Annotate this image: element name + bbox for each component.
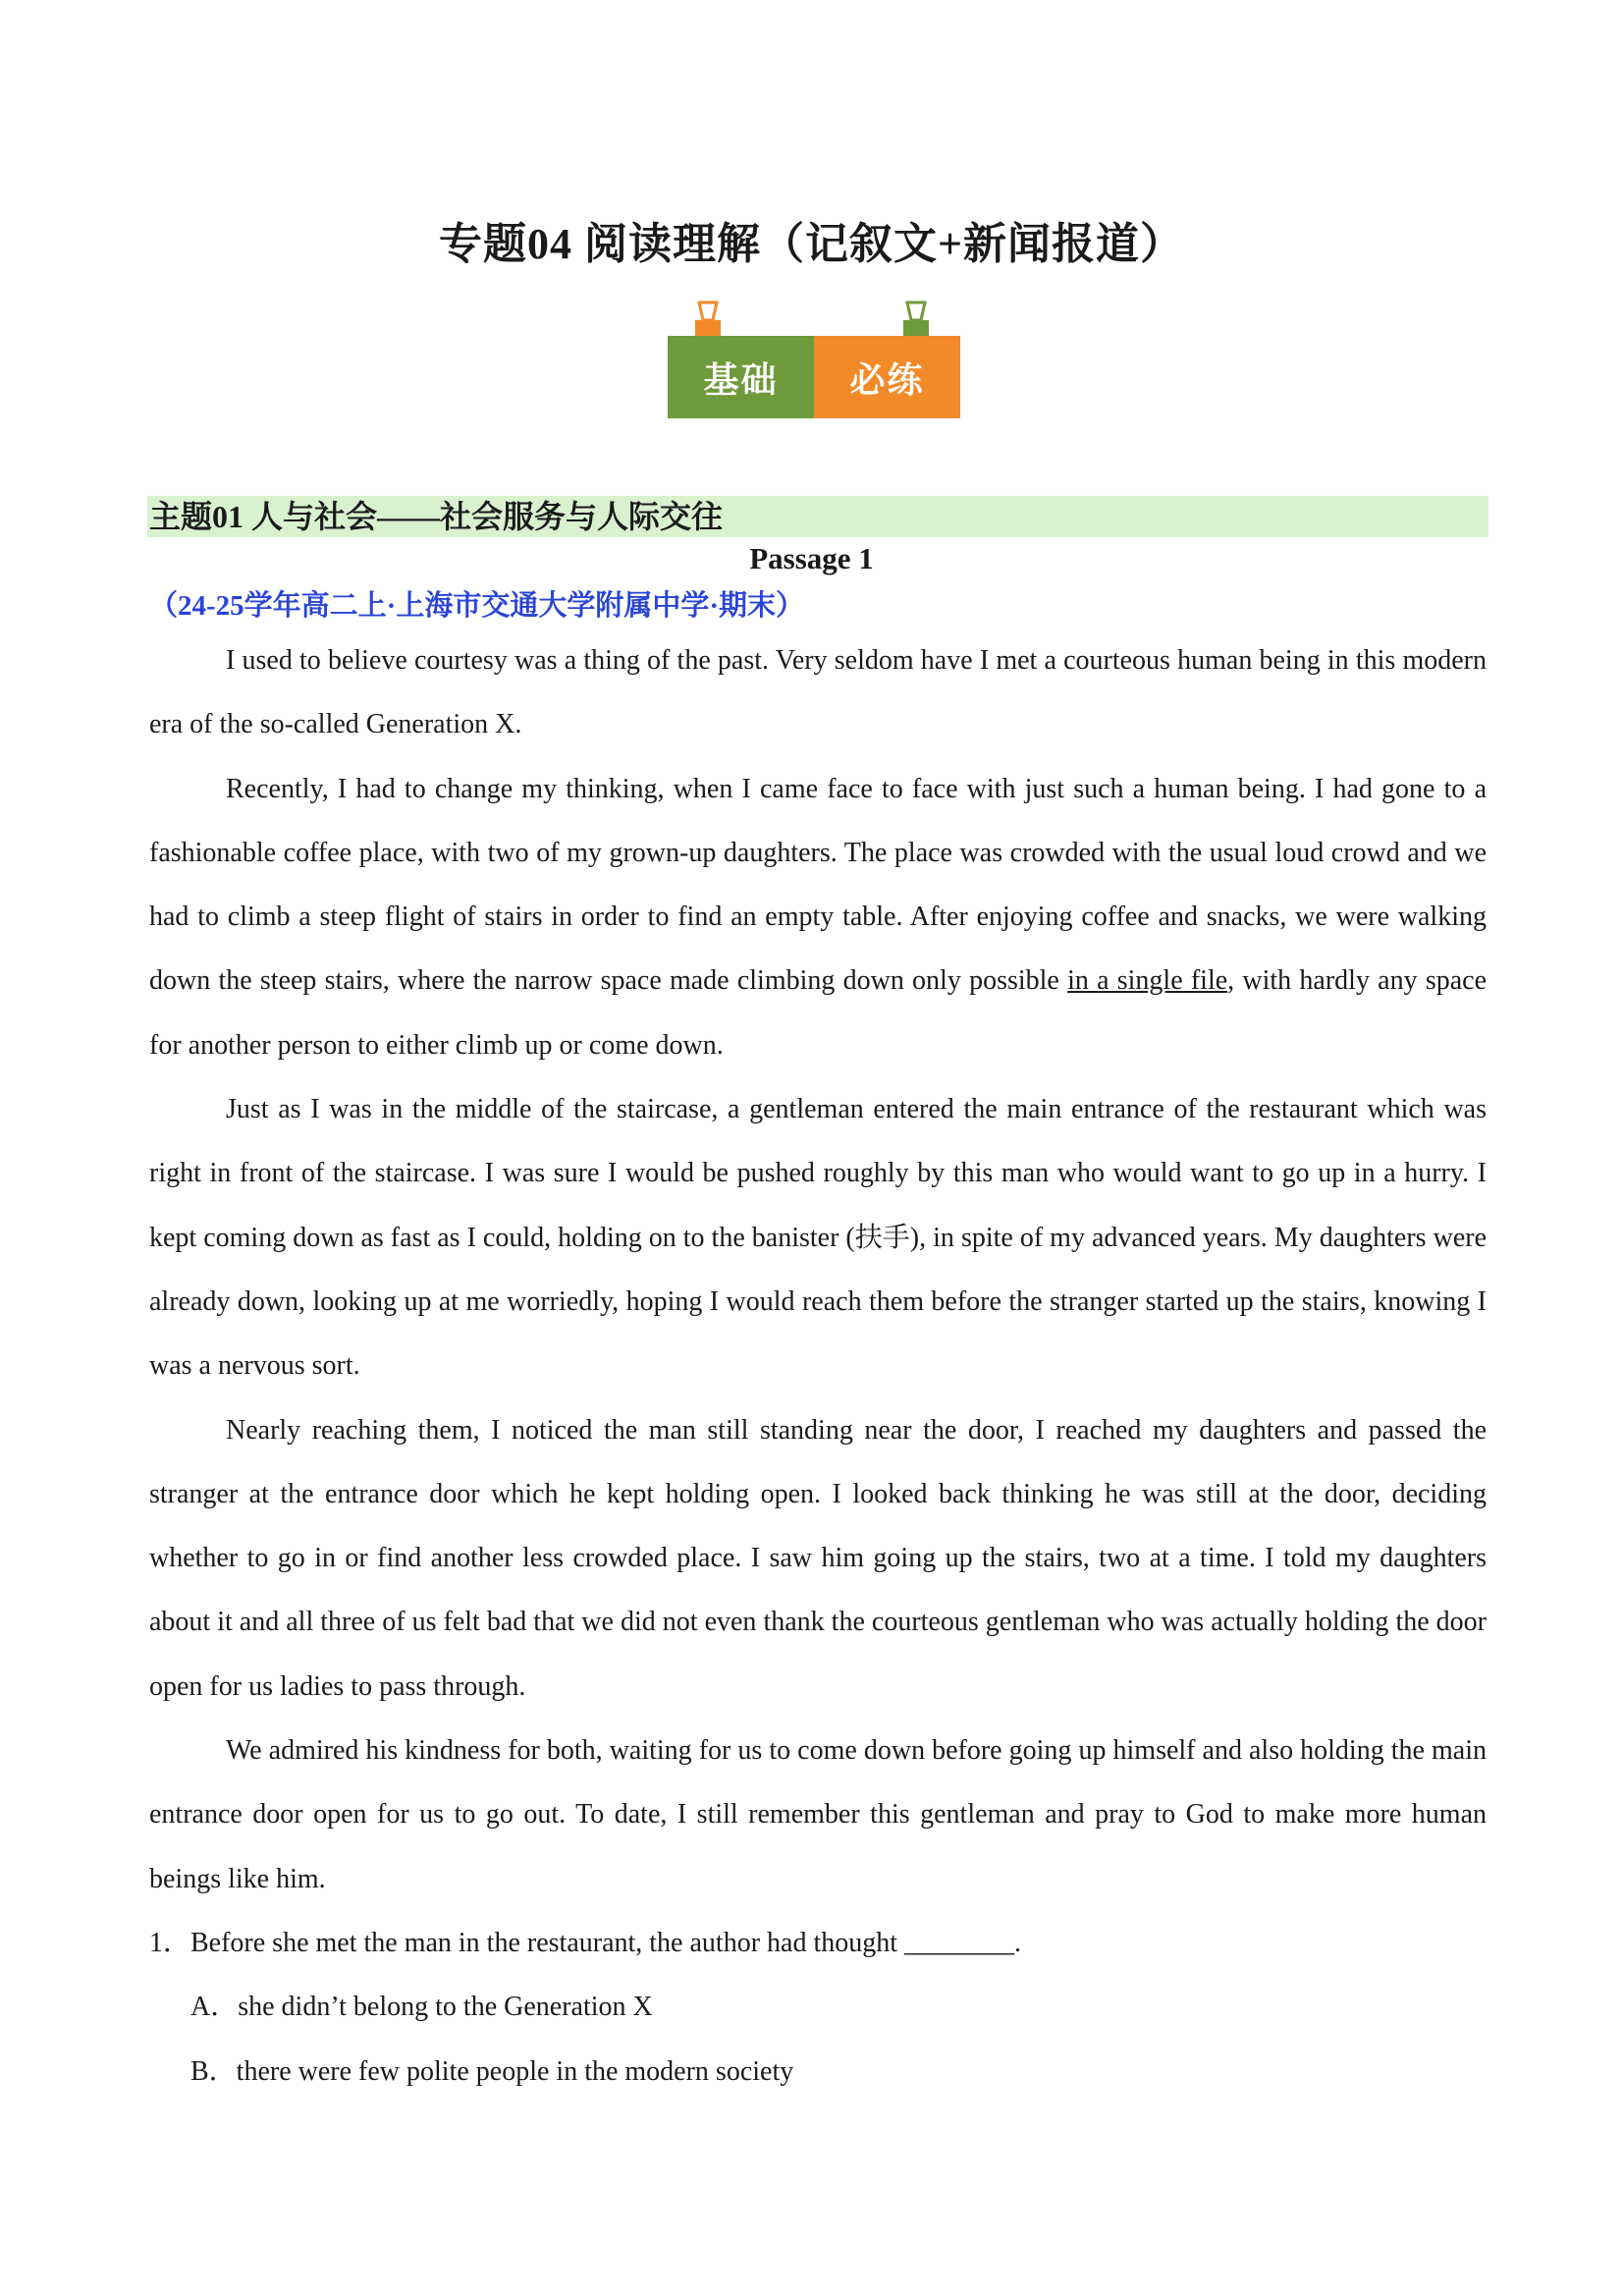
section-title: 主题01 人与社会——社会服务与人际交往: [149, 499, 724, 534]
paragraph-2-text-a: Recently, I had to change my thinking, when I came face to face with just such a human being. I had gone to a fashionable coffee place, with two of my grown-up daughters. The place was crowded with the usual loud crowd and we had to climb a steep flight of stairs in order to find an empty table. After enjoying coffee and snacks, we were walking down the steep stairs, where the narrow space made climbing down only possible: [149, 773, 1487, 997]
paragraph-5: We admired his kindness for both, waiting for us to come down before going up himself and also holding the main entrance door open for us to go out. To date, I still remember this gentleman and pray to God to make more human beings like him.: [149, 1735, 1487, 1894]
question-1-option-a: A．she didn’t belong to the Generation X: [190, 1992, 653, 2023]
badge-body: [668, 336, 960, 418]
page-title: 专题04 阅读理解（记叙文+新闻报道）: [438, 220, 1185, 268]
question-1-stem: 1．Before she met the man in the restaurant, the author had thought ________.: [149, 1927, 1022, 1958]
passage-body: [149, 629, 1487, 2104]
paragraph-3: Just as I was in the middle of the staircase, a gentleman entered the main entrance of the restaurant which was right in front of the staircase. I was sure I would be pushed roughly by this man who would want to go up in a hurry. I kept coming down as fast as I could, holding on to the banister (扶手), in spite of my advanced years. My daughters were already down, looking up at me worriedly, hoping I would reach them before the stranger started up the stairs, knowing I was a nervous sort.: [149, 1094, 1487, 1382]
paragraph-2: [149, 757, 1487, 1077]
question-1-option-b: B．there were few polite people in the modern society: [190, 2055, 794, 2087]
underlined-phrase: in a single file: [1067, 965, 1228, 997]
section-badge: [668, 301, 962, 424]
passage-source: （24-25学年高二上·上海市交通大学附属中学·期末）: [149, 590, 805, 622]
badge-right-label: 必练: [814, 336, 960, 418]
paragraph-4: Nearly reaching them, I noticed the man still standing near the door, I reached my daughters and passed the stranger at the entrance door which he kept holding open. I looked back thinking he was still at the door, deciding whether to go in or find another less crowded place. I saw him going up the stairs, two at a time. I told my daughters about it and all three of us felt bad that we did not even thank the courteous gentleman who was actually holding the door open for us ladies to pass through.: [149, 1414, 1487, 1702]
passage-title: Passage 1: [749, 541, 874, 575]
paragraph-2-text-b: , with hardly any space for another person to either climb up or come down.: [149, 965, 1488, 1061]
paragraph-1: I used to believe courtesy was a thing of the past. Very seldom have I met a courteous human being in this modern era of the so-called Generation X.: [149, 645, 1487, 740]
badge-left-label: 基础: [668, 336, 814, 418]
